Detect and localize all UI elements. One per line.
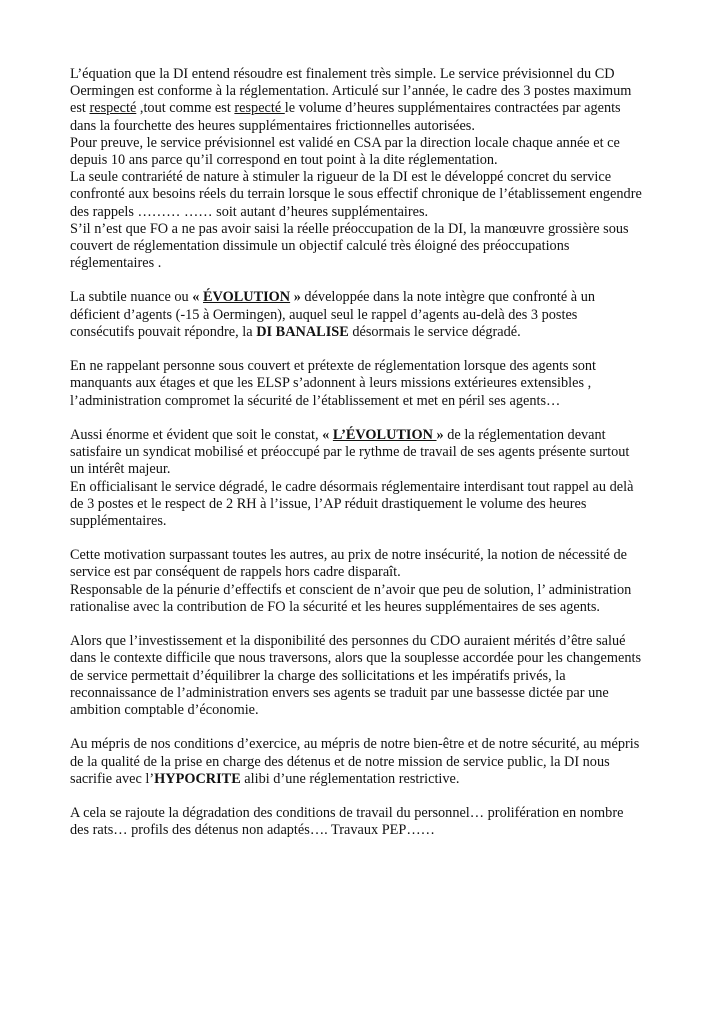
text-line: [70, 496, 670, 513]
text-segment: A cela se rajoute la dégradation des conditions de travail du personnel… prolifération en nombre: [70, 805, 624, 822]
text-segment: supplémentaires.: [70, 512, 167, 529]
text-line: [70, 650, 670, 667]
text-line: [70, 771, 670, 788]
text-segment: Aussi énorme et évident que soit le constat,: [70, 426, 323, 443]
text-segment: couvert de réglementation dissimule un objectif calculé très éloigné des préoccupations: [70, 237, 570, 254]
text-segment: En ne rappelant personne sous couvert et prétexte de réglementation lorsque des agents sont: [70, 358, 597, 375]
text-line: [70, 564, 670, 581]
blank-line: [70, 410, 670, 427]
text-segment: Alors que l’investissement et la disponibilité des personnes du CDO auraient mérités d’être salué: [70, 633, 626, 650]
text-segment: de la qualité de la prise en charge des détenus et de notre mission de service public, la DI nous: [70, 753, 610, 770]
emphasized-text: ÉVOLUTION: [203, 289, 291, 306]
emphasized-text: DI BANALISE: [256, 323, 349, 340]
blank-line: [70, 788, 670, 805]
text-line: [70, 375, 670, 392]
text-segment: est: [70, 100, 90, 117]
text-segment: désormais le service dégradé.: [348, 323, 521, 340]
text-line: [70, 599, 670, 616]
text-line: [70, 427, 670, 444]
text-line: [70, 358, 670, 375]
text-segment: En officialisant le service dégradé, le cadre désormais réglementaire interdisant tout rappel au delà: [70, 478, 634, 495]
text-line: [70, 633, 670, 650]
emphasized-text: «: [322, 426, 333, 443]
text-line: [70, 307, 670, 324]
text-segment: de la réglementation devant: [443, 426, 606, 443]
text-line: [70, 444, 670, 461]
emphasized-text: «: [192, 289, 204, 306]
text-segment: l’administration compromet la sécurité de l’établissement et met en péril ses agents…: [70, 392, 561, 409]
text-line: [70, 736, 670, 753]
emphasized-text: L’ÉVOLUTION: [332, 426, 437, 443]
text-segment: Responsable de la pénurie d’effectifs et conscient de n’avoir que peu de solution, l’ administration: [70, 581, 632, 598]
text-line: [70, 547, 670, 564]
text-segment: Cette motivation surpassant toutes les autres, au prix de notre insécurité, la notion de nécessité de: [70, 547, 628, 564]
text-line: [70, 582, 670, 599]
text-line: [70, 479, 670, 496]
text-segment: confronté aux besoins réels du terrain lorsque le sous effectif chronique de l’établissement engendre: [70, 186, 642, 203]
text-line: [70, 204, 670, 221]
text-line: [70, 255, 670, 272]
text-line: [70, 805, 670, 822]
text-line: [70, 169, 670, 186]
text-segment: le volume d’heures supplémentaires contractées par agents: [284, 100, 621, 117]
text-line: [70, 186, 670, 203]
text-line: [70, 702, 670, 719]
text-segment: déficient d’agents (-15 à Oermingen), auquel seul le rappel d’agents au-delà des 3 postes: [70, 306, 578, 323]
text-segment: La subtile nuance ou: [70, 289, 193, 306]
text-line: [70, 324, 670, 341]
text-line: [70, 754, 670, 771]
emphasized-text: »: [290, 289, 301, 306]
text-segment: de service permettait d’équilibrer la charge des sollicitations et les impératifs privés, la: [70, 667, 566, 684]
text-segment: ambition comptable d’économie.: [70, 701, 259, 718]
text-segment: manquants aux étages et que les ELSP s’adonnent à leurs missions extérieures extensibles ,: [70, 375, 592, 392]
blank-line: [70, 616, 670, 633]
text-line: [70, 152, 670, 169]
blank-line: [70, 719, 670, 736]
text-segment: développée dans la note intègre que confronté à un: [300, 289, 596, 306]
text-segment: dans la fourchette des heures supplémentaires frictionnelles autorisées.: [70, 117, 475, 134]
text-segment: de 3 postes et le respect de 2 RH à l’issue, l’AP réduit drastiquement le volume des heures: [70, 495, 587, 512]
emphasized-text: respecté: [234, 100, 285, 117]
text-segment: ,tout comme est: [136, 100, 235, 117]
text-segment: des rats… profils des détenus non adaptés…. Travaux PEP……: [70, 822, 435, 839]
text-line: [70, 513, 670, 530]
text-line: [70, 289, 670, 306]
document-body: [70, 66, 670, 839]
blank-line: [70, 341, 670, 358]
text-line: [70, 66, 670, 83]
text-segment: S’il n’est que FO a ne pas avoir saisi la réelle préoccupation de la DI, la manœuvre grossière sous: [70, 220, 629, 237]
emphasized-text: respecté: [89, 100, 137, 117]
text-segment: satisfaire un syndicat mobilisé et préoccupé par le rythme de travail de ses agents présente surtout: [70, 444, 630, 461]
text-segment: Pour preuve, le service prévisionnel est validé en CSA par la direction locale chaque année et ce: [70, 134, 620, 151]
text-line: [70, 135, 670, 152]
text-line: [70, 83, 670, 100]
text-segment: sacrifie avec l’: [70, 770, 155, 787]
text-line: [70, 221, 670, 238]
text-segment: réglementaires .: [70, 255, 162, 272]
text-segment: Au mépris de nos conditions d’exercice, au mépris de notre bien-être et de notre sécurité, au mépris: [70, 736, 640, 753]
text-segment: consécutifs pouvait répondre, la: [70, 323, 257, 340]
text-segment: depuis 10 ans parce qu’il correspond en tout point à la dite réglementation.: [70, 151, 498, 168]
text-segment: L’équation que la DI entend résoudre est finalement très simple. Le service prévisionnel du CD: [70, 66, 615, 82]
text-line: [70, 668, 670, 685]
text-segment: alibi d’une réglementation restrictive.: [240, 770, 460, 787]
text-line: [70, 100, 670, 117]
text-segment: dans le contexte difficile que nous traversons, alors que la souplesse accordée pour les changements: [70, 650, 642, 667]
text-segment: Oermingen est conforme à la réglementation. Articulé sur l’année, le cadre des 3 postes maximum: [70, 83, 632, 100]
text-segment: La seule contrariété de nature à stimuler la rigueur de la DI est le développé concret du service: [70, 169, 612, 186]
emphasized-text: »: [436, 426, 444, 443]
text-segment: un intérêt majeur.: [70, 461, 171, 478]
text-line: [70, 822, 670, 839]
blank-line: [70, 272, 670, 289]
text-segment: des rappels ……… …… soit autant d’heures supplémentaires.: [70, 203, 429, 220]
text-line: [70, 118, 670, 135]
text-line: [70, 238, 670, 255]
text-line: [70, 393, 670, 410]
blank-line: [70, 530, 670, 547]
text-segment: service est par conséquent de rappels hors cadre disparaît.: [70, 564, 401, 581]
emphasized-text: HYPOCRITE: [154, 770, 241, 787]
text-segment: reconnaissance de l’administration envers ses agents se traduit par une bassesse dictée par une: [70, 684, 609, 701]
text-line: [70, 461, 670, 478]
text-segment: rationalise avec la contribution de FO la sécurité et les heures supplémentaires de ses agents.: [70, 598, 600, 615]
text-line: [70, 685, 670, 702]
